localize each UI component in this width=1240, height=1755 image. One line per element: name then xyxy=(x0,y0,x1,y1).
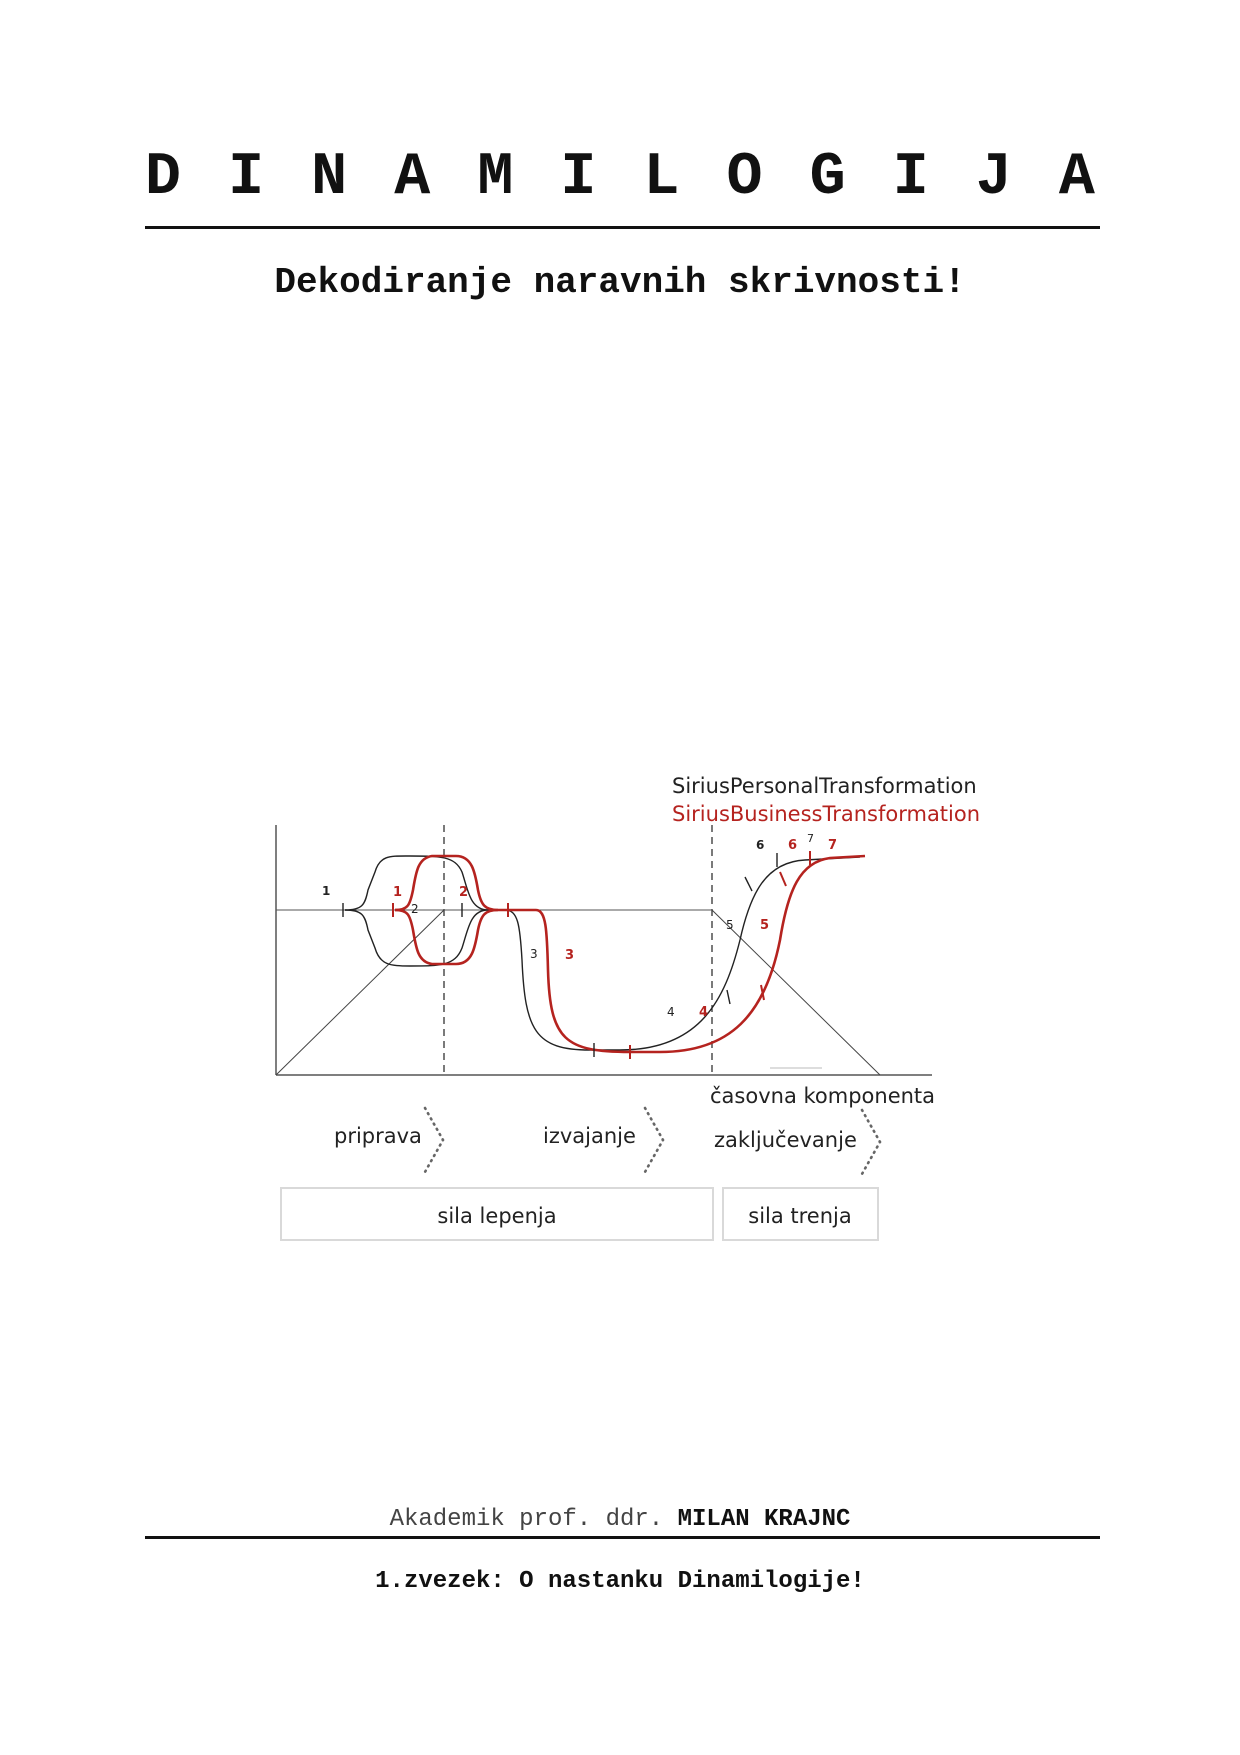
title-letter: A xyxy=(1058,144,1095,212)
legend-business: SiriusBusinessTransformation xyxy=(672,802,981,826)
business-step-label: 1 xyxy=(393,885,403,900)
title-letter: L xyxy=(643,144,680,212)
title-letter: I xyxy=(560,144,597,212)
author-line xyxy=(0,1506,1240,1533)
force-label: sila lepenja xyxy=(437,1204,557,1228)
business-branch-lower xyxy=(395,910,498,964)
phase-label: zaključevanje xyxy=(714,1128,857,1152)
volume-title: 1.zvezek: O nastanku Dinamilogije! xyxy=(375,1568,865,1595)
personal-step-label: 6 xyxy=(756,838,765,852)
title-letter: I xyxy=(892,144,929,212)
title-letter: M xyxy=(477,144,514,212)
phase-chevron xyxy=(425,1108,443,1172)
ramp-down-line xyxy=(712,910,880,1075)
business-step-label: 2 xyxy=(459,885,469,900)
personal-step-label: 5 xyxy=(726,918,734,932)
phase-label: izvajanje xyxy=(543,1124,636,1148)
phase-chevron xyxy=(862,1110,880,1174)
personal-step-label: 1 xyxy=(322,884,331,898)
title-letter: I xyxy=(228,144,265,212)
personal-step-label: 4 xyxy=(667,1005,675,1019)
business-step-label: 3 xyxy=(565,948,575,963)
personal-step-label: 3 xyxy=(530,947,538,961)
personal-step-label: 7 xyxy=(807,832,814,845)
phase-label: priprava xyxy=(334,1124,422,1148)
personal-tick xyxy=(745,877,752,891)
legend-personal: SiriusPersonalTransformation xyxy=(672,774,977,798)
personal-curve xyxy=(345,856,860,1050)
business-step-label: 5 xyxy=(760,918,770,933)
title-letter: O xyxy=(726,144,763,212)
document-subtitle: Dekodiranje naravnih skrivnosti! xyxy=(274,262,966,303)
business-step-label: 6 xyxy=(788,838,798,853)
title-letter: A xyxy=(394,144,431,212)
force-label: sila trenja xyxy=(748,1204,852,1228)
title-letter: G xyxy=(809,144,846,212)
title-letter: N xyxy=(311,144,348,212)
author-name: MILAN KRAJNC xyxy=(677,1506,851,1533)
time-axis-label: časovna komponenta xyxy=(710,1084,936,1108)
title-letter: J xyxy=(975,144,1012,212)
footer-divider xyxy=(145,1536,1100,1539)
personal-tick xyxy=(727,990,730,1004)
personal-step-label: 2 xyxy=(411,902,419,916)
business-tick xyxy=(780,872,786,886)
business-step-label: 4 xyxy=(699,1005,709,1020)
title-letter: D xyxy=(145,144,182,212)
ramp-up-line xyxy=(276,910,444,1075)
phase-chevron xyxy=(645,1108,663,1172)
personal-branch-lower xyxy=(345,910,488,966)
author-prefix: Akademik prof. ddr. xyxy=(389,1506,678,1533)
business-step-label: 7 xyxy=(828,838,838,853)
